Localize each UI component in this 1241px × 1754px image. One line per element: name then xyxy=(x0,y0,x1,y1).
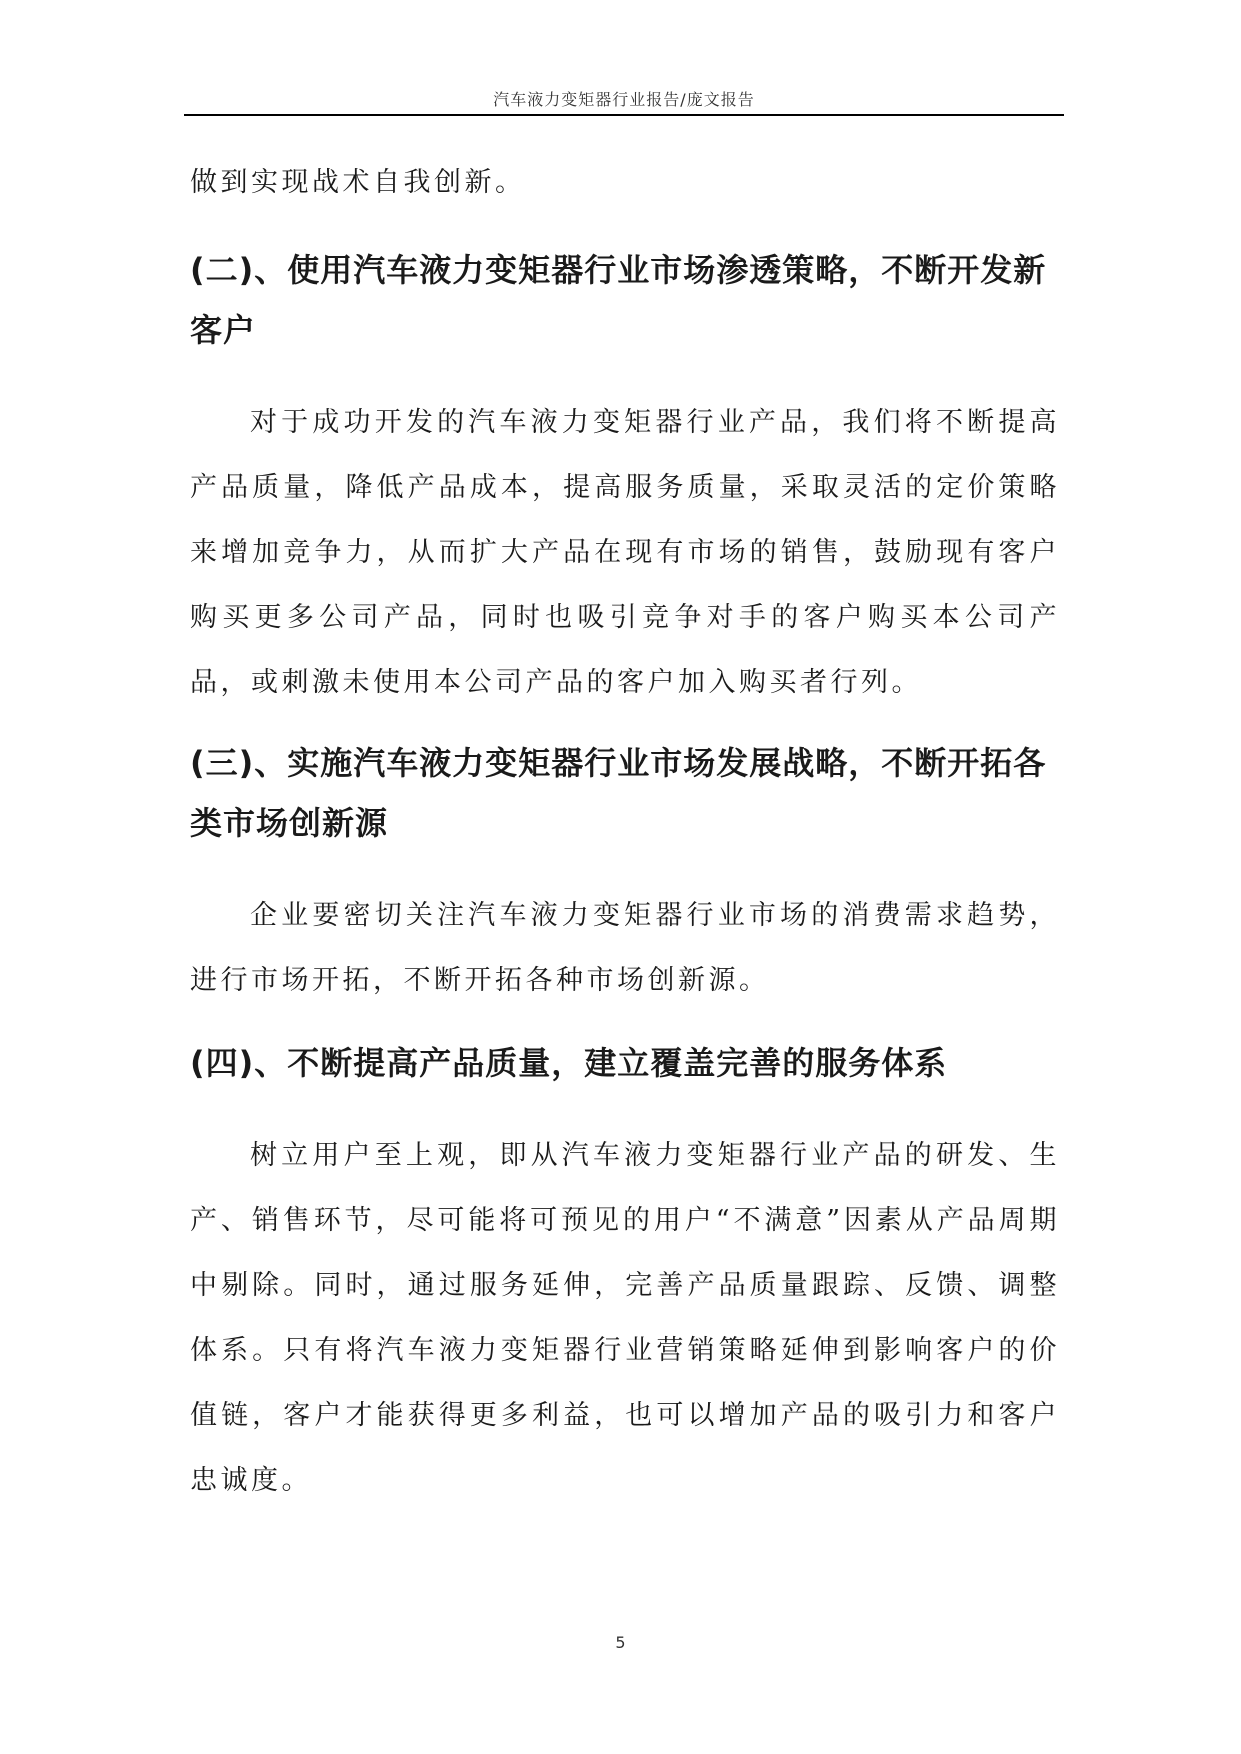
paragraph-quality-service: 树立用户至上观，即从汽车液力变矩器行业产品的研发、生产、销售环节，尽可能将可预见的用户“不满意”因素从产品周期中剔除。同时，通过服务延伸，完善产品质量跟踪、反馈、调整体系。只有将汽车液力变矩器行业营销策略延伸到影响客户的价值链，客户才能获得更多利益，也可以增加产品的吸引力和客户忠诚度。 xyxy=(190,1140,1060,1496)
section-heading-2: (二)、使用汽车液力变矩器行业市场渗透策略，不断开发新客户 xyxy=(190,251,1047,349)
page-number: 5 xyxy=(615,1633,626,1652)
document-body xyxy=(190,150,1060,1513)
paragraph-continuation: 做到实现战术自我创新。 xyxy=(190,167,526,198)
section-heading-4: (四)、不断提高产品质量，建立覆盖完善的服务体系 xyxy=(190,1044,948,1082)
paragraph-market-penetration: 对于成功开发的汽车液力变矩器行业产品，我们将不断提高产品质量，降低产品成本，提高服务质量，采取灵活的定价策略来增加竞争力，从而扩大产品在现有市场的销售，鼓励现有客户购买更多公司产品，同时也吸引竞争对手的客户购买本公司产品，或刺激未使用本公司产品的客户加入购买者行列。 xyxy=(190,407,1060,698)
section-heading-3: (三)、实施汽车液力变矩器行业市场发展战略，不断开拓各类市场创新源 xyxy=(190,744,1047,842)
running-header: 汽车液力变矩器行业报告/庞文报告 xyxy=(493,90,755,109)
header-divider xyxy=(184,114,1064,116)
paragraph-market-development: 企业要密切关注汽车液力变矩器行业市场的消费需求趋势，进行市场开拓，不断开拓各种市场创新源。 xyxy=(190,900,1060,996)
